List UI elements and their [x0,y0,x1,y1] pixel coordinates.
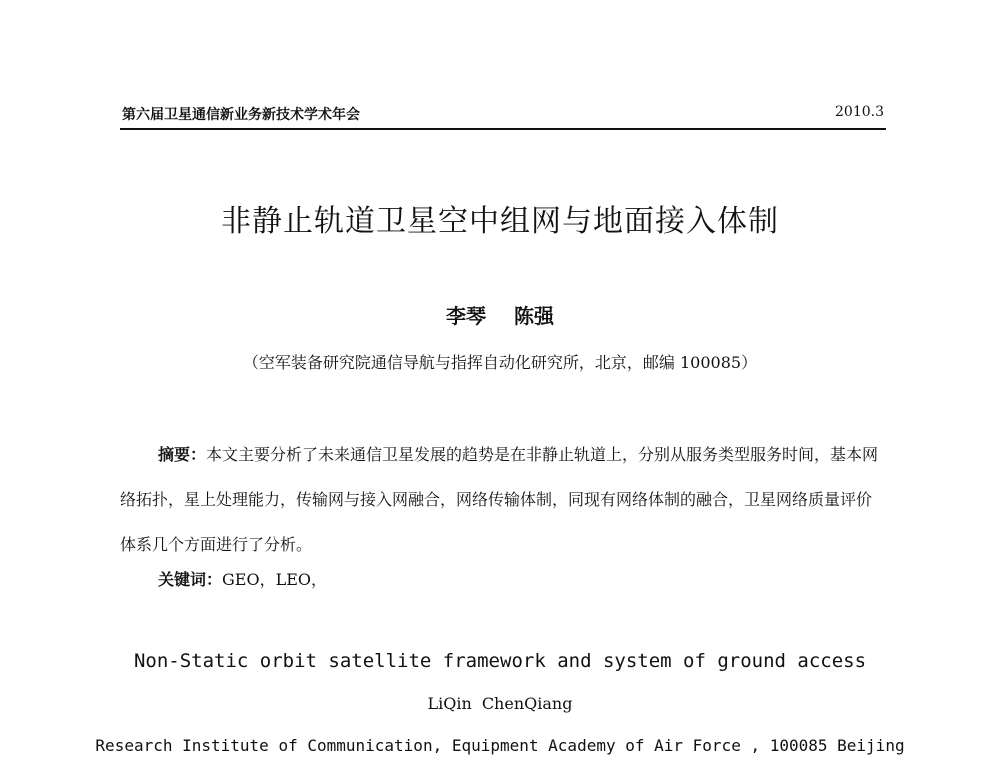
paper-title-cn: 非静止轨道卫星空中组网与地面接入体制 [221,204,779,239]
publication-date: 2010.3 [835,104,884,120]
author-name-en: LiQin [427,694,472,713]
abstract [120,432,886,567]
running-header [120,104,886,130]
abstract-text: 本文主要分析了未来通信卫星发展的趋势是在非静止轨道上，分别从服务类型服务时间，基本网络拓扑，星上处理能力，传输网与接入网融合，网络传输体制，同现有网络体制的融合，卫星网络质量评价体系几个方面进行了分析。 [120,445,879,554]
authors-en [0,694,1000,713]
abstract-label: 摘要： [158,445,207,464]
authors-cn [0,300,1000,329]
affiliation-en: Research Institute of Communication, Equipment Academy of Air Force , 100085 Beijing [95,736,905,755]
affiliation-cn: （空军装备研究院通信导航与指挥自动化研究所，北京，邮编 100085） [242,353,758,372]
author-name: 陈强 [514,304,554,328]
conference-name: 第六届卫星通信新业务新技术学术年会 [122,107,360,123]
author-name-en: ChenQiang [481,694,573,713]
keywords-text: GEO，LEO， [222,570,328,589]
paper-title-en: Non-Static orbit satellite framework and system of ground access [133,650,867,672]
keywords-label: 关键词： [158,570,223,589]
keywords [158,567,327,590]
author-name: 李琴 [446,304,486,328]
